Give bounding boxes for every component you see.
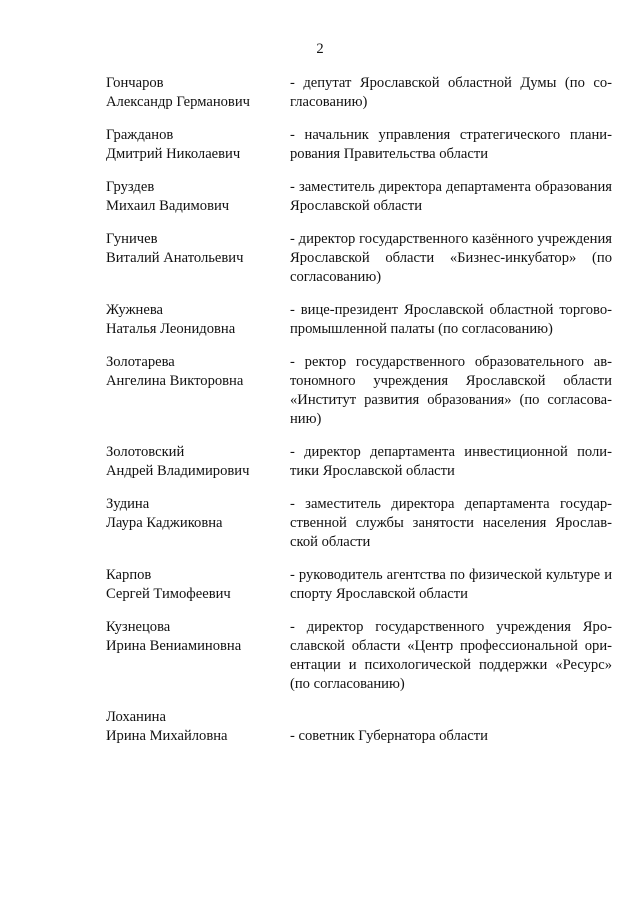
member-name	[106, 566, 290, 604]
member-role: - заместитель директора департамента образования Ярославской области	[290, 179, 612, 214]
member-role: - депутат Ярославской областной Думы (по согласованию)	[290, 75, 612, 110]
member-entry	[106, 443, 612, 481]
member-name	[106, 178, 290, 216]
member-given-names: Наталья Леонидовна	[106, 321, 236, 337]
page-number: 2	[316, 41, 324, 57]
member-role: - начальник управления стратегического планирования Правительства области	[290, 127, 612, 162]
member-entry	[106, 566, 612, 604]
member-surname: Золотарева	[106, 354, 175, 370]
member-entry	[106, 178, 612, 216]
member-given-names: Ирина Михайловна	[106, 728, 228, 744]
member-entry	[106, 708, 612, 746]
member-name	[106, 443, 290, 481]
member-entry	[106, 353, 612, 429]
member-role: - директор государственного казённого учреждения Ярославской области «Бизнес-инкубатор» (по согласованию)	[290, 231, 612, 285]
member-name	[106, 74, 290, 112]
member-surname: Карпов	[106, 567, 152, 583]
member-entry	[106, 230, 612, 287]
member-name	[106, 708, 290, 746]
member-surname: Золотовский	[106, 444, 185, 460]
member-entry	[106, 74, 612, 112]
member-given-names: Дмитрий Николаевич	[106, 146, 241, 162]
member-given-names: Сергей Тимофеевич	[106, 586, 231, 602]
member-entry	[106, 301, 612, 339]
member-surname: Гуничев	[106, 231, 158, 247]
member-name	[106, 495, 290, 552]
member-surname: Лоханина	[106, 709, 166, 725]
member-given-names: Александр Германович	[106, 94, 250, 110]
member-name	[106, 618, 290, 694]
member-role: - советник Губернатора области	[290, 728, 488, 744]
member-entry	[106, 126, 612, 164]
member-surname: Гражданов	[106, 127, 174, 143]
member-name	[106, 126, 290, 164]
member-entry	[106, 618, 612, 694]
member-name	[106, 353, 290, 429]
member-given-names: Ангелина Викторовна	[106, 373, 244, 389]
member-surname: Кузнецова	[106, 619, 171, 635]
member-entry	[106, 495, 612, 552]
member-surname: Жужнева	[106, 302, 164, 318]
member-surname: Зудина	[106, 496, 150, 512]
member-role: - руководитель агентства по физической культуре и спорту Ярославской области	[290, 567, 612, 602]
member-given-names: Михаил Вадимович	[106, 198, 230, 214]
member-given-names: Лаура Каджиковна	[106, 515, 223, 531]
member-role: - ректор государственного образовательного автономного учреждения Ярославской области «Институт развития образования» (по согласованию)	[290, 354, 612, 427]
member-role: - директор департамента инвестиционной политики Ярославской области	[290, 444, 612, 479]
member-given-names: Виталий Анатольевич	[106, 250, 244, 266]
member-surname: Гончаров	[106, 75, 164, 91]
member-given-names: Ирина Вениаминовна	[106, 638, 242, 654]
member-list	[106, 74, 612, 760]
member-role: - директор государственного учреждения Ярославской области «Центр профессиональной ориентации и психологической поддержки «Ресурс» (по согласованию)	[290, 619, 612, 692]
member-name	[106, 230, 290, 287]
member-surname: Груздев	[106, 179, 155, 195]
member-role: - вице-президент Ярославской областной торгово-промышленной палаты (по согласованию)	[290, 302, 612, 337]
member-role: - заместитель директора департамента государственной службы занятости населения Ярославской области	[290, 496, 612, 550]
member-given-names: Андрей Владимирович	[106, 463, 250, 479]
member-name	[106, 301, 290, 339]
